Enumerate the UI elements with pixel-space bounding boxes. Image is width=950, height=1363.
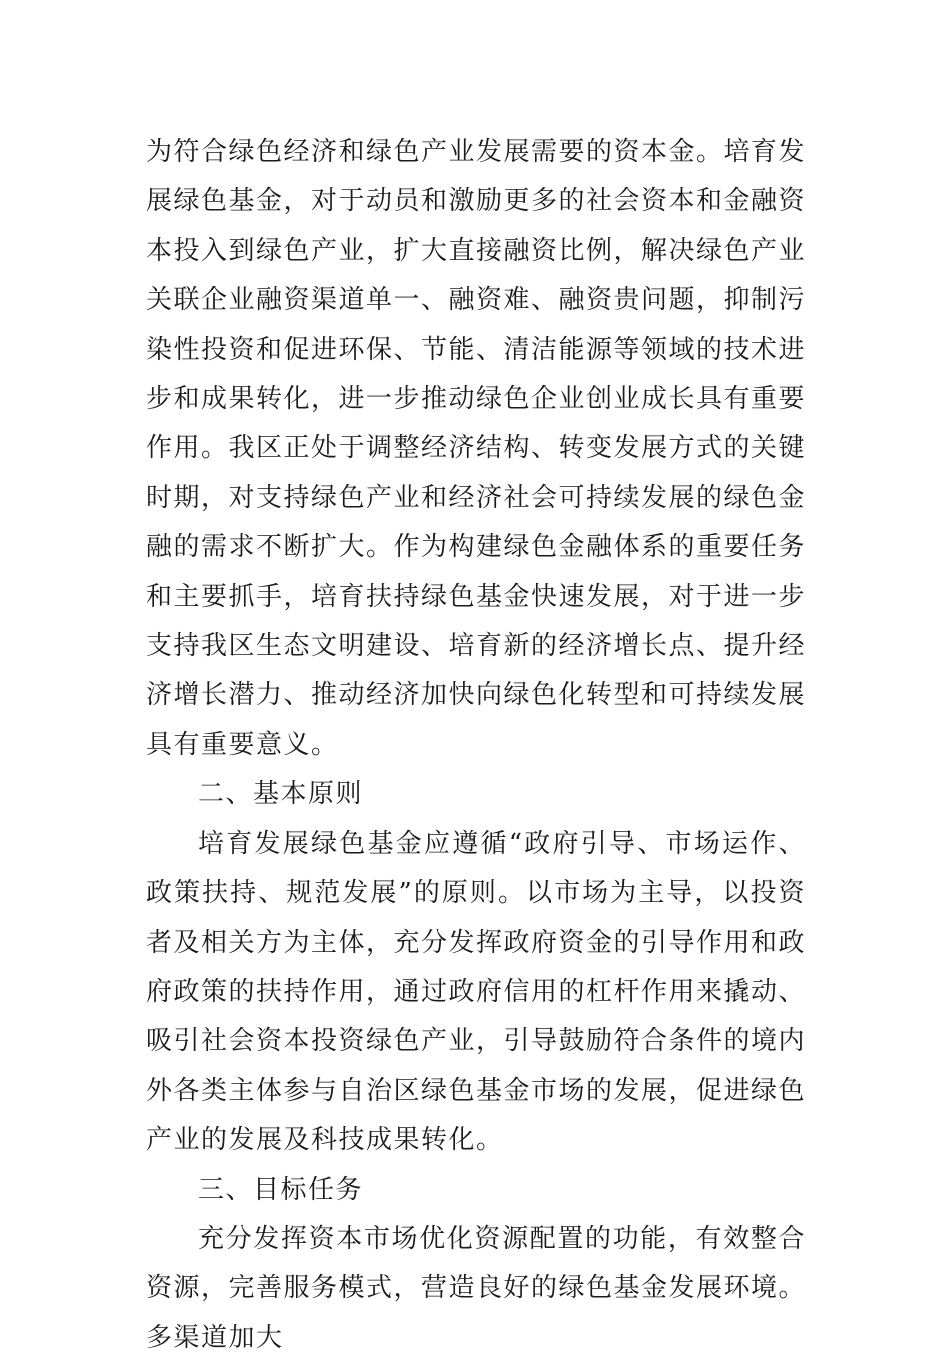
section-heading-goals-tasks: 三、目标任务 [198, 1174, 364, 1205]
section-heading-basic-principles: 二、基本原则 [198, 779, 364, 810]
document-body [146, 128, 806, 1363]
paragraph-basic-principles: 培育发展绿色基金应遵循“政府引导、市场运作、政策扶持、规范发展”的原则。以市场为主导，以投资者及相关方为主体，充分发挥政府资金的引导作用和政府政策的扶持作用，通过政府信用的杠杆作用来撬动、吸引社会资本投资绿色产业，引导鼓励符合条件的境内外各类主体参与自治区绿色基金市场的发展，促进绿色产业的发展及科技成果转化。 [146, 828, 807, 1156]
paragraph-continuation: 为符合绿色经济和绿色产业发展需要的资本金。培育发展绿色基金，对于动员和激励更多的社会资本和金融资本投入到绿色产业，扩大直接融资比例，解决绿色产业关联企业融资渠道单一、融资难、融资贵问题，抑制污染性投资和促进环保、节能、清洁能源等领域的技术进步和成果转化，进一步推动绿色企业创业成长具有重要作用。我区正处于调整经济结构、转变发展方式的关键时期，对支持绿色产业和经济社会可持续发展的绿色金融的需求不断扩大。作为构建绿色金融体系的重要任务和主要抓手，培育扶持绿色基金快速发展，对于进一步支持我区生态文明建设、培育新的经济增长点、提升经济增长潜力、推动经济加快向绿色化转型和可持续发展具有重要意义。 [146, 137, 807, 760]
paragraph-goals-tasks: 充分发挥资本市场优化资源配置的功能，有效整合资源，完善服务模式，营造良好的绿色基金发展环境。多渠道加大 [146, 1223, 807, 1353]
